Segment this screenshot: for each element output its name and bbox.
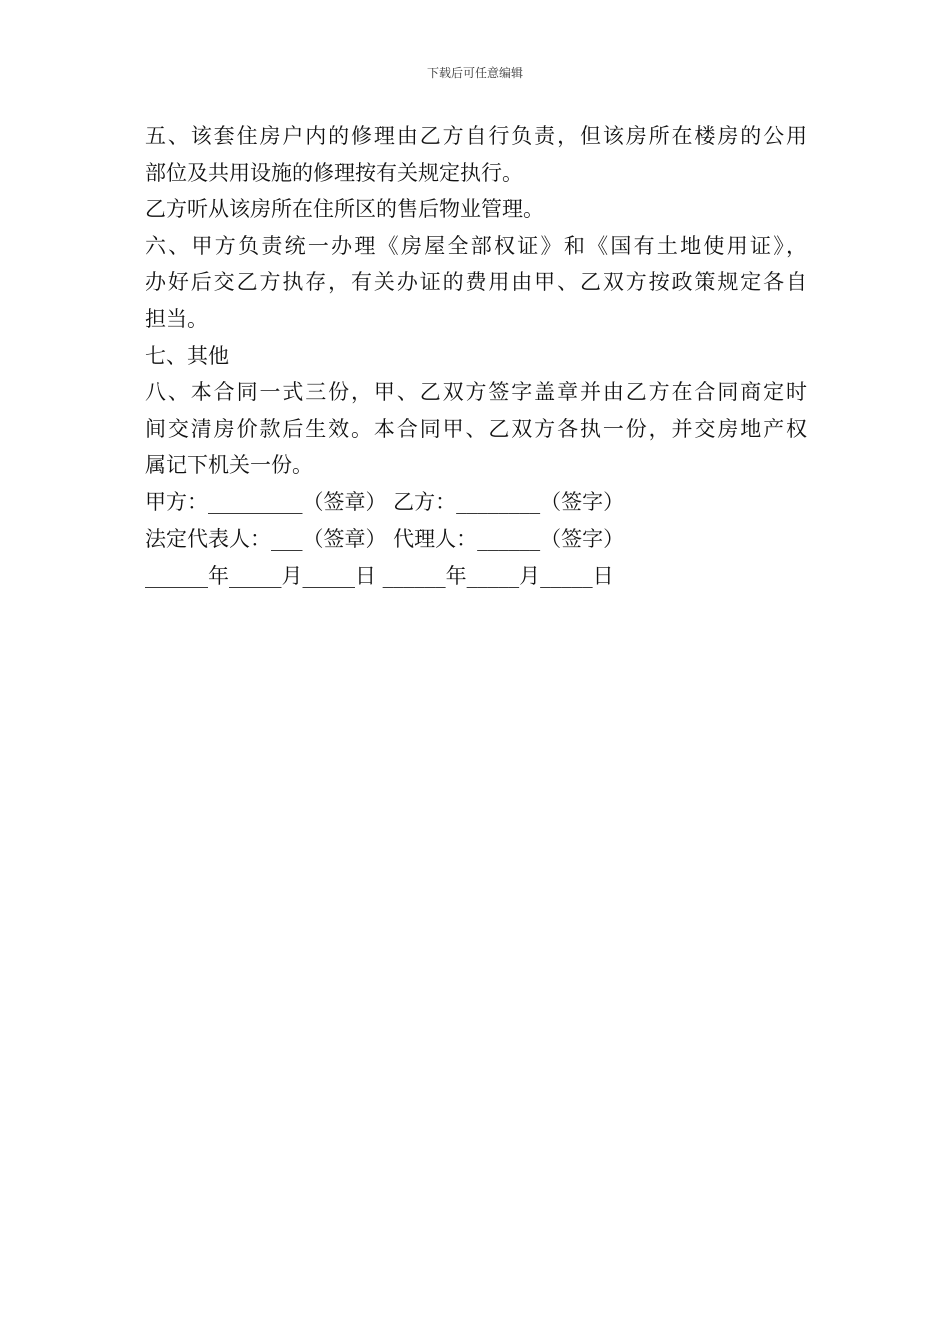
clause-8-line-1: 八、本合同一式三份，甲、乙双方签字盖章并由乙方在合同商定时 (145, 380, 807, 405)
signature-representative-line: 法定代表人：___（签章） 代理人：______（签字） (145, 526, 625, 551)
clause-7-line-1: 七、其他 (145, 343, 229, 368)
document-body (145, 118, 807, 595)
clause-5-line-1: 五、该套住房户内的修理由乙方自行负责，但该房所在楼房的公用 (145, 124, 807, 148)
clause-8-line-2: 间交清房价款后生效。本合同甲、乙双方各执一份，并交房地产权 (145, 416, 807, 441)
clause-8-line-3: 属记下机关一份。 (145, 453, 313, 478)
signature-party-line: 甲方：_________（签章） 乙方：________（签字） (145, 489, 625, 514)
clause-5-line-2: 部位及共用设施的修理按有关规定执行。 (145, 160, 523, 185)
clause-5-property-management: 乙方听从该房所在住所区的售后物业管理。 (145, 197, 544, 222)
clause-6-line-3: 担当。 (145, 306, 208, 331)
page-header: 下载后可任意编辑 (426, 66, 523, 80)
signature-date-line: ______年_____月_____日 ______年_____月_____日 (145, 563, 614, 588)
clause-6-line-2: 办好后交乙方执存，有关办证的费用由甲、乙双方按政策规定各自 (145, 270, 807, 295)
clause-6-line-1: 六、甲方负责统一办理《房屋全部权证》和《国有土地使用证》， (145, 233, 807, 258)
